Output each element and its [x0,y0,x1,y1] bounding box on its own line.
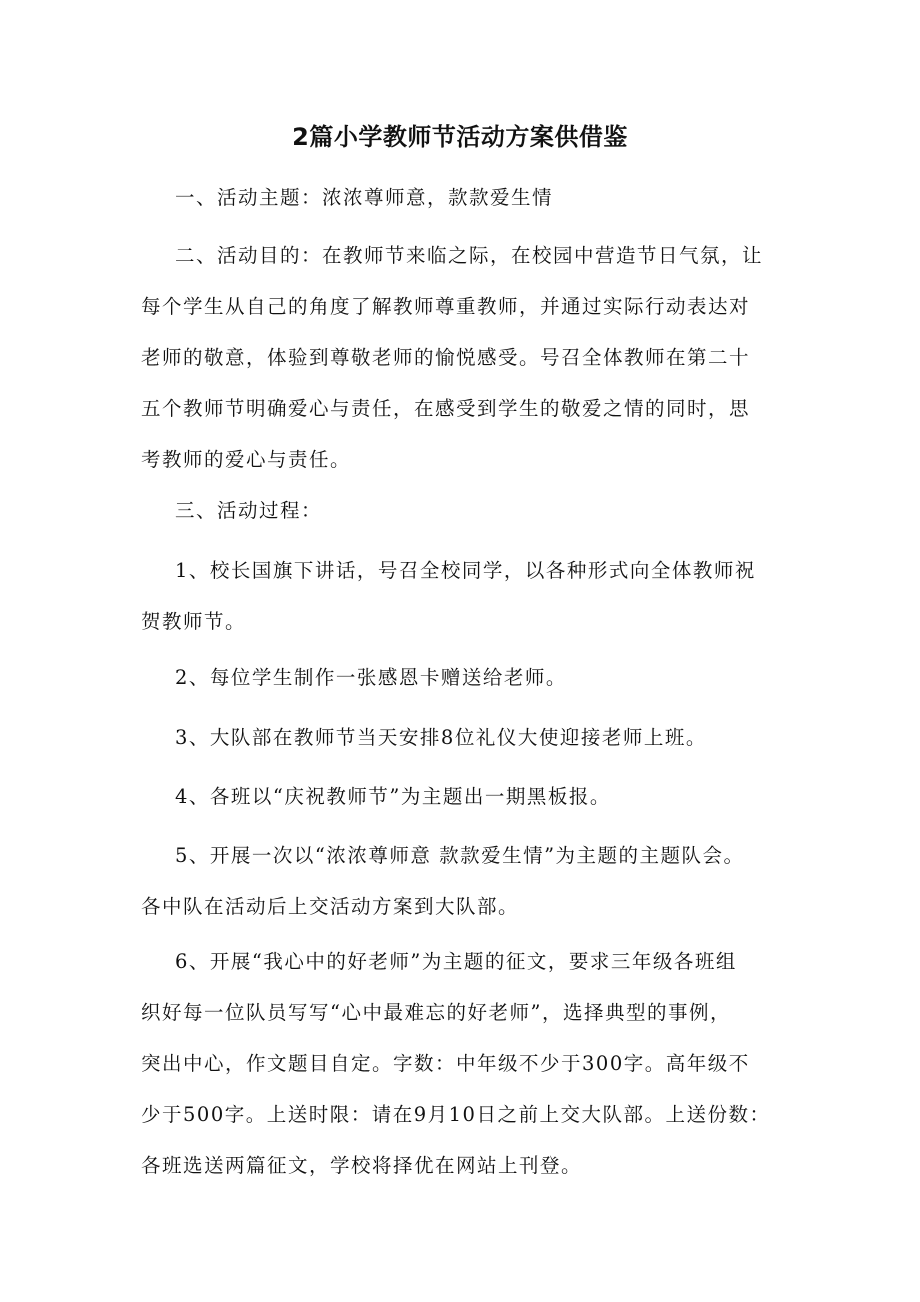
text-line: 3、大队部在教师节当天安排8位礼仪大使迎接老师上班。 [175,726,707,749]
text-line: 少于500字。上送时限：请在9月10日之前上交大队部。上送份数： [141,1103,771,1126]
text-line: 2、每位学生制作一张感恩卡赠送给老师。 [175,666,567,689]
paragraph-process-heading [141,485,791,536]
paragraph-theme [141,172,791,223]
text-line: 五个教师节明确爱心与责任，在感受到学生的敬爱之情的同时，思 [141,397,751,420]
paragraph-item-4 [141,771,791,822]
paragraph-purpose [141,230,791,485]
text-line: 老师的敬意，体验到尊敬老师的愉悦感受。号召全体教师在第二十 [141,346,751,369]
text-line: 各班选送两篇征文，学校将择优在网站上刊登。 [141,1154,583,1177]
text-line: 三、活动过程： [175,499,323,522]
text-line: 4、各班以“庆祝教师节”为主题出一期黑板报。 [175,785,611,808]
paragraph-item-6 [141,936,791,1191]
text-line: 考教师的爱心与责任。 [141,448,352,471]
text-line: 一、活动主题：浓浓尊师意，款款爱生情 [175,186,554,209]
text-line: 5、开展一次以“浓浓尊师意 款款爱生情”为主题的主题队会。 [175,844,745,867]
document-title: 2篇小学教师节活动方案供借鉴 [292,123,628,151]
text-line: 1、校长国旗下讲话，号召全校同学，以各种形式向全体教师祝 [175,559,756,582]
text-line: 贺教师节。 [141,610,247,633]
paragraph-item-1 [141,545,791,647]
text-line: 突出中心，作文题目自定。字数：中年级不少于300字。高年级不 [141,1052,750,1075]
text-line: 织好每一位队员写写“心中最难忘的好老师”，选择典型的事例， [141,1001,731,1024]
text-line: 二、活动目的：在教师节来临之际，在校园中营造节日气氛，让 [175,244,764,267]
text-line: 6、开展“我心中的好老师”为主题的征文，要求三年级各班组 [175,950,737,973]
paragraph-item-3 [141,712,791,763]
paragraph-item-5 [141,830,791,932]
paragraph-item-2 [141,652,791,703]
text-line: 每个学生从自己的角度了解教师尊重教师，并通过实际行动表达对 [141,295,751,318]
text-line: 各中队在活动后上交活动方案到大队部。 [141,895,520,918]
